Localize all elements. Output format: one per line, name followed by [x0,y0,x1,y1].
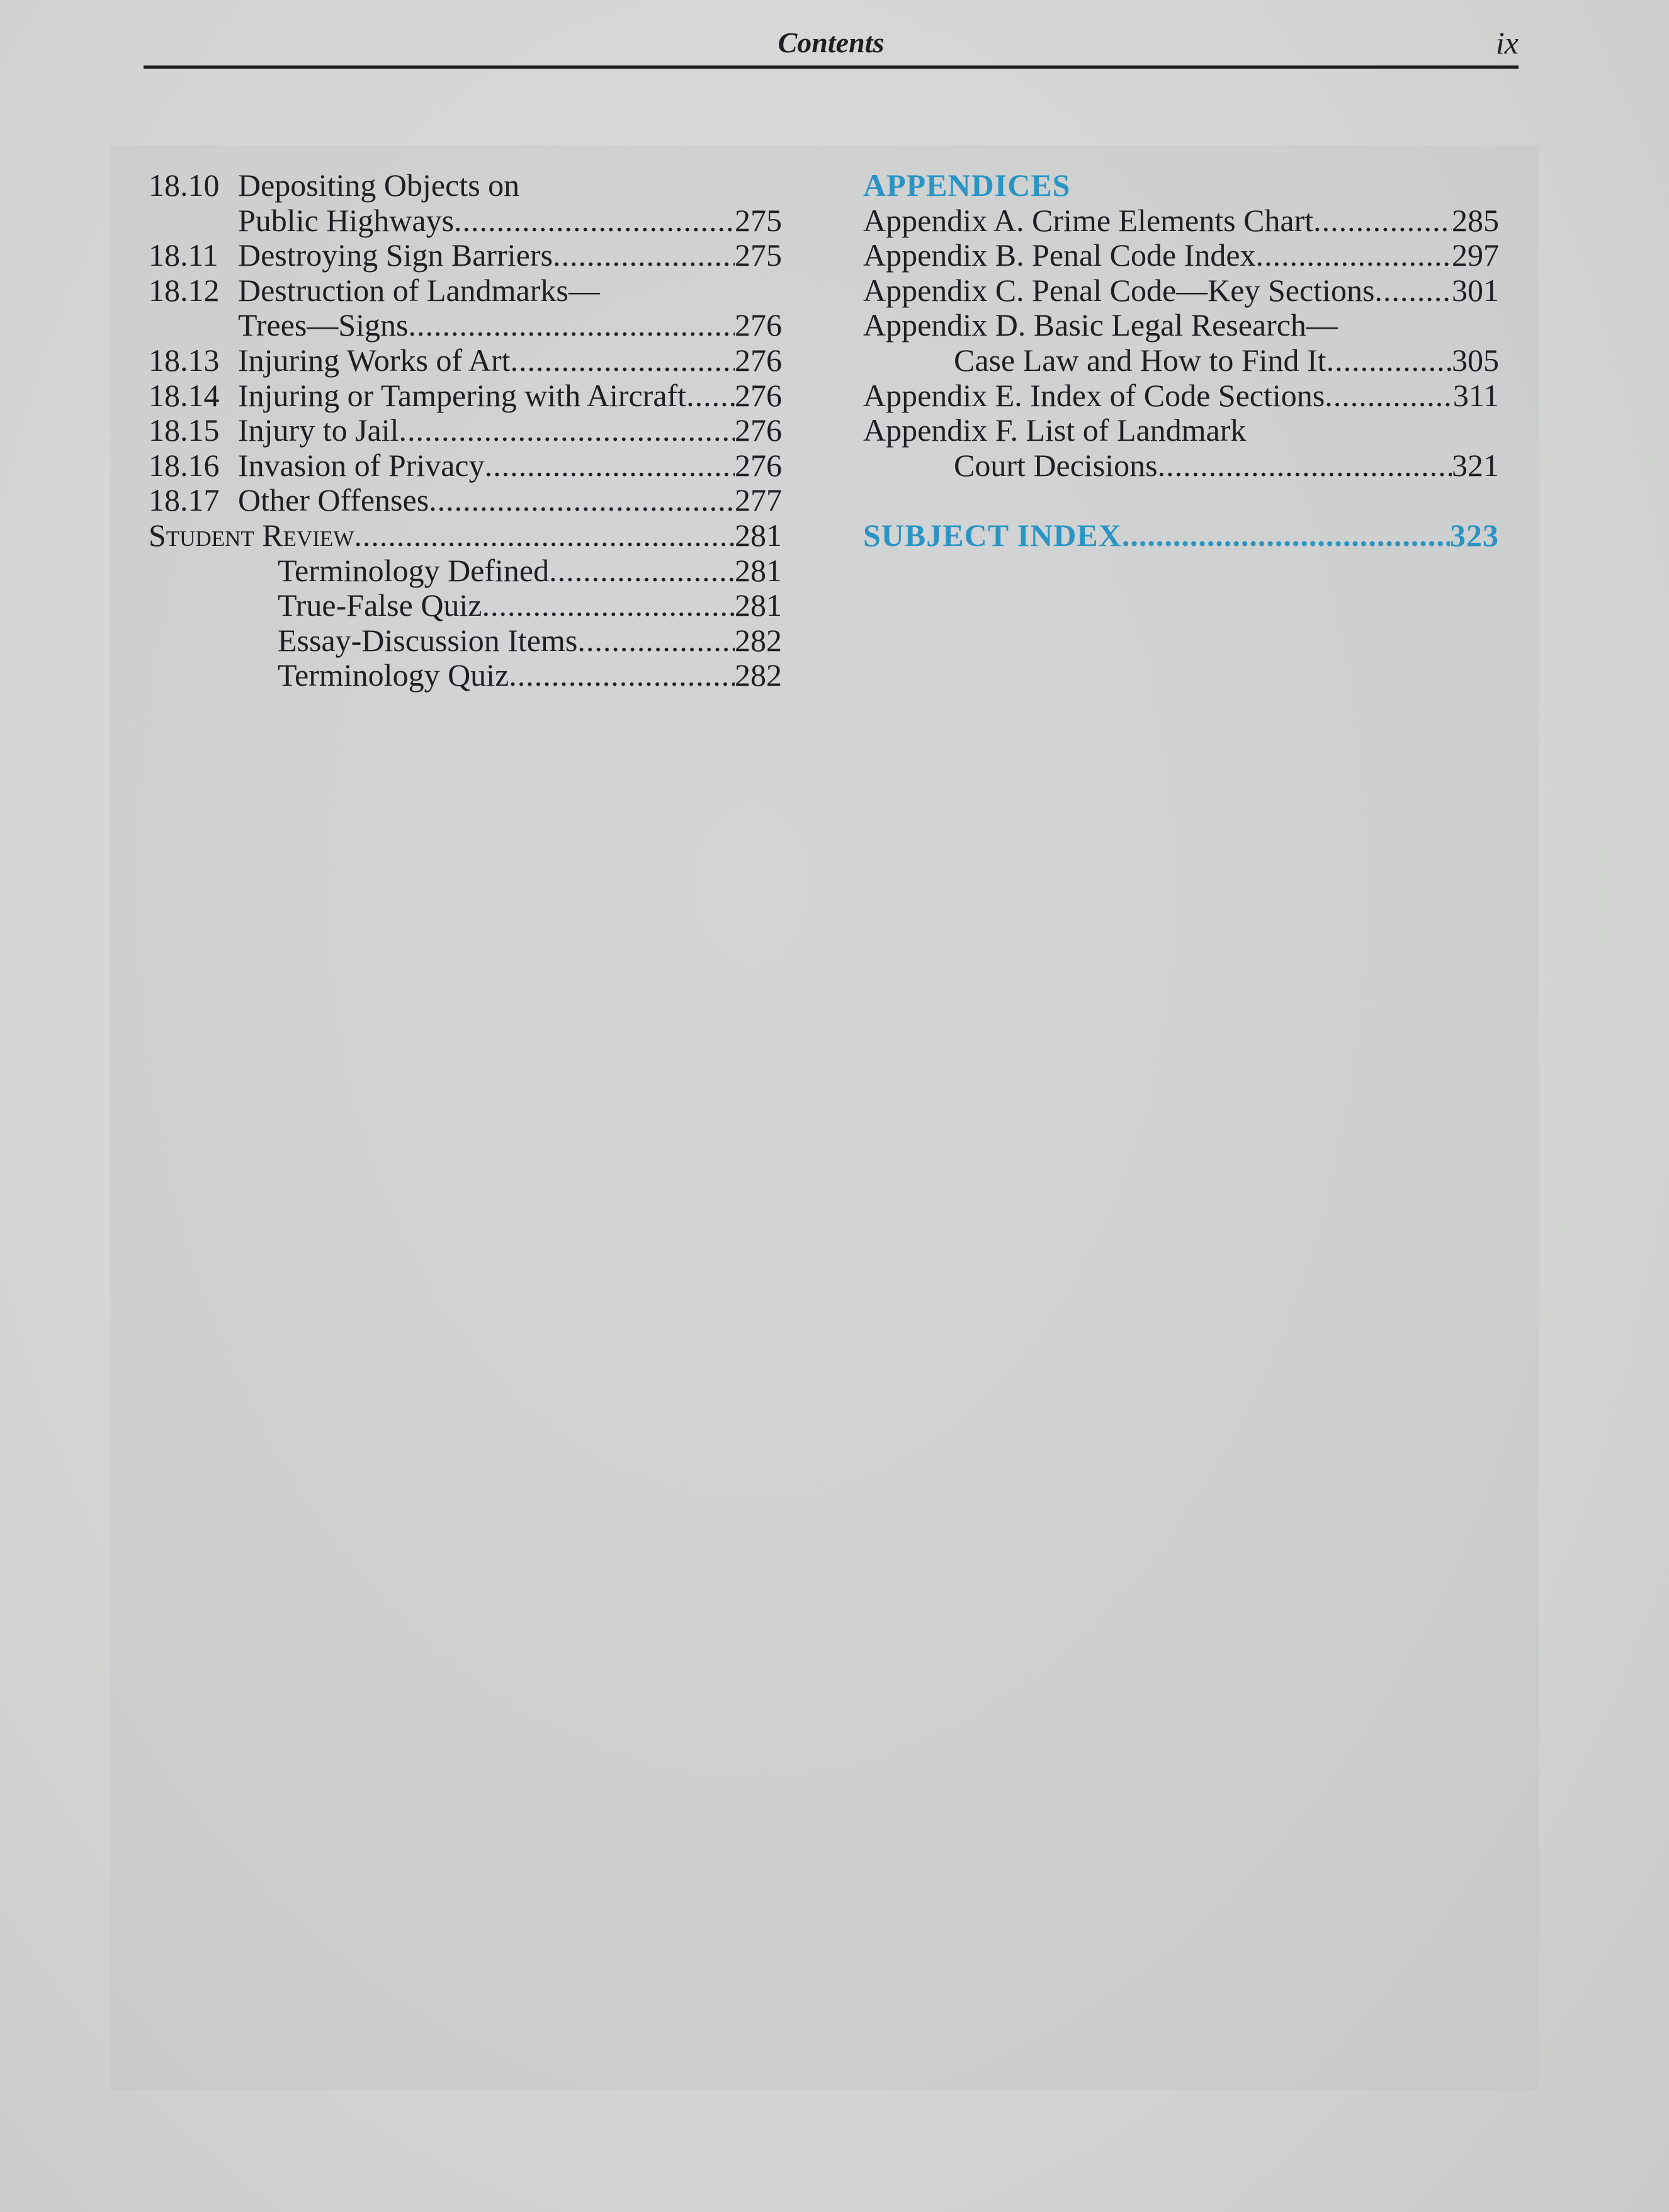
appendix-title: Appendix A. Crime Elements Chart [863,202,1314,238]
entry-page: 305 [1452,342,1499,378]
entry-title-cont: Trees—Signs [238,307,409,343]
entry-page: 275 [735,237,782,273]
dot-leader [509,658,735,693]
review-item-title: True-False Quiz [278,587,482,623]
page-number: ix [1495,25,1519,60]
toc-entry [149,168,782,238]
appendix-entry [863,308,1499,378]
section-number: 18.14 [149,377,220,413]
entry-page: 276 [735,307,782,343]
appendix-title: Appendix D. Basic Legal Research— [863,307,1338,343]
appendix-entry [863,378,1499,414]
entry-title: Destruction of Landmarks— [238,272,600,308]
entry-page: 281 [735,517,782,553]
toc-right-column [863,168,1499,553]
page-title: Contents [778,26,885,59]
entry-page: 311 [1452,377,1499,413]
toc-entry [149,483,782,518]
entry-title: Other Offenses [238,482,429,518]
dot-leader [511,343,735,378]
entry-title: Depositing Objects on [238,167,520,203]
appendix-title: Appendix E. Index of Code Sections [863,377,1325,413]
entry-page: 297 [1452,237,1499,273]
toc-left-column [149,168,782,693]
review-item-title: Terminology Quiz [278,657,509,693]
entry-page: 276 [735,447,782,483]
dot-leader [549,553,735,589]
subject-index-label: SUBJECT INDEX [863,518,1122,553]
subject-index-entry [863,518,1499,553]
review-item-title: Essay-Discussion Items [278,622,578,658]
entry-page: 321 [1452,447,1499,483]
dot-leader [553,238,735,273]
entry-page: 276 [735,412,782,448]
toc-entry [149,413,782,448]
dot-leader [1327,343,1452,378]
section-number: 18.10 [149,167,220,203]
student-review-label: Student Review [149,517,354,553]
appendix-entry [863,413,1499,483]
section-number: 18.15 [149,412,220,448]
dot-leader [485,448,735,484]
entry-title: Injuring or Tampering with Aircraft [238,377,687,413]
section-number: 18.17 [149,482,220,518]
toc-entry [149,343,782,378]
dot-leader [1256,238,1452,273]
dot-leader [429,483,735,518]
dot-leader [454,203,735,239]
running-header [144,23,1519,69]
dot-leader [1313,203,1452,239]
entry-page: 285 [1452,202,1499,238]
entry-page: 281 [735,587,782,623]
dot-leader [577,623,735,659]
section-number: 18.11 [149,237,218,273]
entry-page: 276 [735,377,782,413]
entry-title: Destroying Sign Barriers [238,237,553,273]
entry-page: 277 [735,482,782,518]
entry-title: Injuring Works of Art [238,342,511,378]
entry-page: 301 [1452,272,1499,308]
appendix-entry [863,273,1499,309]
dot-leader [1122,518,1450,553]
dot-leader [408,308,735,343]
section-number: 18.13 [149,342,220,378]
dot-leader [686,378,735,414]
appendix-title: Appendix C. Penal Code—Key Sections [863,272,1375,308]
dot-leader [1374,273,1452,309]
appendix-entry [863,203,1499,239]
entry-title-cont: Public Highways [238,202,455,238]
section-number: 18.16 [149,447,220,483]
toc-entry [149,378,782,414]
dot-leader [399,413,735,448]
entry-title: Injury to Jail [238,412,399,448]
student-review-entry [149,518,782,693]
appendix-title: Appendix B. Penal Code Index [863,237,1256,273]
review-item-title: Terminology Defined [278,552,550,588]
appendix-title-cont: Case Law and How to Find It [954,342,1327,378]
appendix-entry [863,238,1499,273]
entry-page: 281 [735,552,782,588]
appendices-heading: APPENDICES [863,167,1071,203]
toc-entry [149,448,782,484]
entry-page: 282 [735,622,782,658]
entry-title: Invasion of Privacy [238,447,485,483]
dot-leader [1325,378,1453,414]
section-number: 18.12 [149,272,220,308]
entry-page: 275 [735,202,782,238]
dot-leader [482,588,735,623]
dot-leader [354,518,735,553]
appendix-title-cont: Court Decisions [954,447,1158,483]
entry-page: 282 [735,657,782,693]
toc-entry [149,273,782,343]
dot-leader [1158,448,1452,484]
entry-page: 276 [735,342,782,378]
entry-page: 323 [1450,518,1499,553]
toc-entry [149,238,782,273]
appendix-title: Appendix F. List of Landmark [863,412,1247,448]
